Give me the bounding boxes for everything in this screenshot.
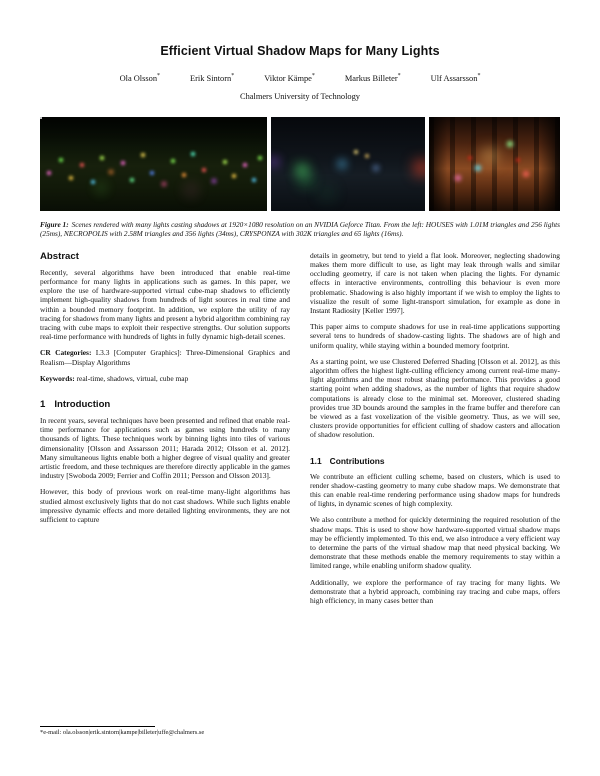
author-3-mark: * (311, 73, 315, 79)
introduction-title: Introduction (54, 399, 111, 411)
contributions-paragraph-3: Additionally, we explore the performance of ray tracing for many lights. We demonstrate that a hybrid approach, combining ray tracing and cube maps, offers high efficiency, in many cases better than (310, 577, 560, 606)
author-5 (431, 73, 481, 83)
author-1-name: Ola Olsson (119, 73, 158, 83)
keywords (40, 374, 290, 383)
abstract-text: Recently, several algorithms have been introduced that enable real-time performance for many lights in applications such as games. In this paper, we explore the use of hardware-supported virtual cube-map shadows to efficiently implement high-quality shadows from hundreds of light sources in real time and within a bounded memory footprint. In addition, we explore the utility of ray tracing for shadows from many lights and present a hybrid algorithm combining ray tracing with cube maps to exploit their respective strengths. Our solution supports real-time performance with hundreds of lights in fully dynamic high-detail scenes. (40, 267, 290, 342)
figure1-houses-image (40, 117, 267, 211)
author-2-mark: * (231, 73, 235, 79)
author-4 (345, 73, 401, 83)
two-column-body (40, 251, 560, 737)
author-list (40, 73, 560, 83)
footnote (40, 726, 290, 737)
author-2 (190, 73, 234, 83)
paper-title: Efficient Virtual Shadow Maps for Many Lights (160, 44, 440, 58)
keywords-label: Keywords: (40, 373, 75, 383)
intro-paragraph-2: However, this body of previous work on real-time many-light algorithms has studied almost exclusively lights that do not cast shadows. While such lights enable impressive dynamic effects and more detailed lighting environments, they are not sufficient to capture (40, 487, 290, 525)
right-paragraph-1: details in geometry, but tend to yield a flat look. Moreover, neglecting shadowing makes them more difficult to use, as light may leak through walls and similar occluding geometry, if care is not taken when placing the lights. For dynamic effects in interactive environments, controlling this behaviour is even more problematic. Shadowing is also highly important if we wish to employ the lights to visualize the result of some light-transport simulation, for example as done in Instant Radiosity [Keller 1997]. (310, 250, 560, 316)
author-3-name: Viktor Kämpe (264, 73, 312, 83)
author-1-mark: * (157, 73, 161, 79)
author-3 (264, 73, 315, 83)
keywords-text: real-time, shadows, virtual, cube map (76, 373, 189, 383)
author-5-mark: * (477, 73, 481, 79)
footnote-text: *e-mail: ola.olsson|erik.sintorn|kampe|billeter|uffe@chalmers.se (40, 729, 205, 737)
contributions-title: Contributions (329, 455, 385, 466)
right-paragraph-2: This paper aims to compute shadows for use in real-time applications supporting several tens to hundreds of shadow-casting lights. The shadows are of high and uniform quality, while staying within a bounded memory footprint. (310, 322, 560, 350)
contributions-paragraph-2: We also contribute a method for quickly determining the required resolution of the shadow maps. This is used to show how hardware-supported virtual shadow maps may be efficiently implemented. To this end, we also introduce a very efficient way to determine the parts of the virtual shadow map that need physical backing. We demonstrate that these methods enable the memory requirements to stay within a limited range, while enabling uniform shadow quality. (310, 515, 560, 571)
figure1-caption-label: Figure 1: (40, 219, 69, 229)
right-paragraph-3: As a starting point, we use Clustered Deferred Shading [Olsson et al. 2012], as this algorithm offers the highest light-culling efficiency among current real-time many-light algorithms and the most robust shading performance. This provides a good starting point when adding shadows, as the number of lights that require shadow computations is already close to the minimal set. Moreover, clustered shading provides true 3D bounds around the samples in the frame buffer and therefore can be viewed as a fast voxelization of the visible geometry. Thus, as we will see, clusters provide opportunities for efficient culling of shadow casters and allocation of shadow resolution. (310, 356, 560, 440)
figure1-caption-text: Scenes rendered with many lights casting shadows at 1920×1080 resolution on an NVIDIA Geforce Titan. From the left: HOUSES with 1.01M triangles and 256 lights (25ms), NECROPOLIS with 2.58M triangles and 356 lights (34ms), CRYSPONZA with 302K triangles and 65 lights (16ms). (40, 219, 560, 238)
right-column (310, 251, 560, 737)
author-4-mark: * (397, 73, 401, 79)
author-1 (120, 73, 160, 83)
left-column (40, 251, 290, 737)
introduction-heading (40, 399, 290, 410)
cr-categories (40, 348, 290, 366)
figure1-caption (40, 220, 560, 238)
figure1-crysponza-image (429, 117, 560, 211)
author-4-name: Markus Billeter (344, 73, 398, 83)
contributions-heading (310, 456, 560, 466)
affiliation: Chalmers University of Technology (240, 91, 360, 101)
cr-categories-label: CR Categories: (40, 348, 92, 358)
author-2-name: Erik Sintorn (190, 73, 232, 83)
abstract-heading: Abstract (40, 250, 79, 262)
cr-categories-text: I.3.3 [Computer Graphics]: Three-Dimensional Graphics and Realism—Display Algorithms (40, 348, 290, 367)
footnote-rule (40, 726, 155, 727)
introduction-number: 1 (40, 399, 46, 411)
contributions-number: 1.1 (310, 455, 322, 466)
figure1-necropolis-image (271, 117, 425, 211)
figure1-images (40, 117, 560, 211)
contributions-paragraph-1: We contribute an efficient culling scheme, based on clusters, which is used to render shadow-casting geometry to many cube shadow maps. We demonstrate that this can enable real-time rendering performance using shadow maps for hundreds of lights, in dynamic scenes of high complexity. (310, 471, 560, 509)
author-5-name: Ulf Assarsson (430, 73, 478, 83)
intro-paragraph-1: In recent years, several techniques have been presented and refined that enable real-time performance for applications such as games using hundreds to many thousands of lights. These techniques work by binning lights into tiles of various dimensionality [Olsson and Assarsson 2011; Harada 2012; Olsson et al. 2012]. Many simultaneous lights enable both a higher degree of visual quality and greater artistic freedom, and these techniques are therefore directly applicable in the games industry [Swoboda 2009; Ferrier and Coffin 2011; Persson and Olsson 2013]. (40, 416, 290, 481)
